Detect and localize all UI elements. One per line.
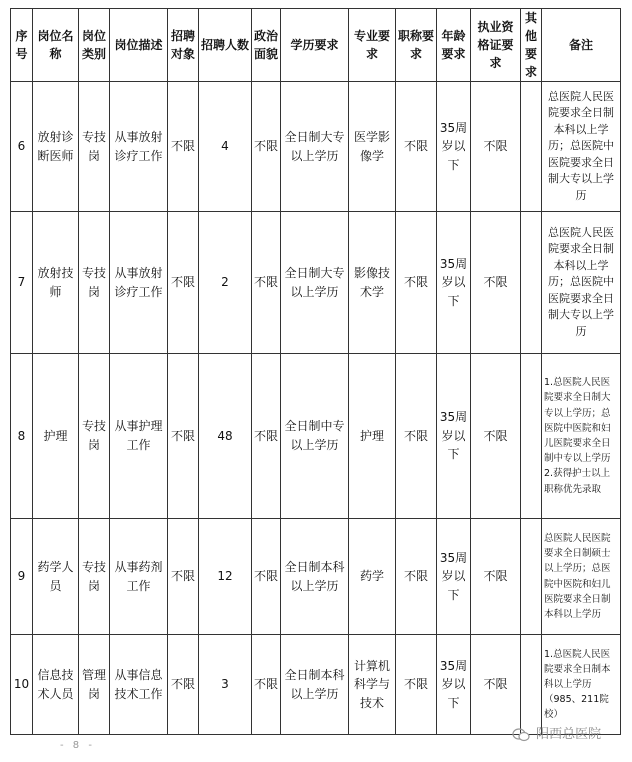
cell-name: 放射诊断医师	[33, 82, 79, 212]
cell-title: 不限	[396, 82, 437, 212]
header-count: 招聘人数	[199, 9, 252, 82]
table-row	[11, 635, 621, 735]
cell-major: 医学影像学	[349, 82, 396, 212]
cell-category: 专技岗	[79, 212, 110, 354]
cell-age: 35周岁以下	[437, 212, 471, 354]
header-title: 职称要求	[396, 9, 437, 82]
cell-major: 药学	[349, 519, 396, 635]
header-age: 年龄要求	[437, 9, 471, 82]
cell-note: 总医院人民医院要求全日制本科以上学历；总医院中医院要求全日制大专以上学历	[542, 82, 621, 212]
cell-title: 不限	[396, 212, 437, 354]
cell-other	[521, 212, 542, 354]
page-number: - 8 -	[60, 740, 95, 751]
cell-political: 不限	[252, 519, 281, 635]
cell-major: 影像技术学	[349, 212, 396, 354]
cell-count: 4	[199, 82, 252, 212]
cell-no: 10	[11, 635, 33, 735]
watermark-text: 阳西总医院	[536, 727, 602, 742]
cell-category: 专技岗	[79, 519, 110, 635]
cell-desc: 从事药剂工作	[110, 519, 168, 635]
wechat-icon	[512, 728, 530, 742]
cell-target: 不限	[168, 635, 199, 735]
cell-license: 不限	[471, 635, 521, 735]
recruitment-table	[10, 8, 621, 735]
cell-name: 信息技术人员	[33, 635, 79, 735]
cell-category: 专技岗	[79, 82, 110, 212]
cell-target: 不限	[168, 212, 199, 354]
cell-age: 35周岁以下	[437, 354, 471, 519]
header-other: 其他要求	[521, 9, 542, 82]
cell-other	[521, 82, 542, 212]
cell-title: 不限	[396, 635, 437, 735]
cell-count: 3	[199, 635, 252, 735]
cell-count: 48	[199, 354, 252, 519]
cell-education: 全日制本科以上学历	[281, 519, 349, 635]
cell-title: 不限	[396, 354, 437, 519]
cell-category: 专技岗	[79, 354, 110, 519]
cell-note: 总医院人民医院要求全日制硕士以上学历；总医院中医院和妇儿医院要求全日制本科以上学历	[542, 519, 621, 635]
cell-major: 护理	[349, 354, 396, 519]
cell-target: 不限	[168, 82, 199, 212]
header-no: 序号	[11, 9, 33, 82]
header-major: 专业要求	[349, 9, 396, 82]
table-row	[11, 519, 621, 635]
header-name: 岗位名称	[33, 9, 79, 82]
cell-other	[521, 354, 542, 519]
cell-note: 1.总医院人民医院要求全日制大专以上学历；总医院中医院和妇儿医院要求全日制中专以上学历 2.获得护士以上职称优先录取	[542, 354, 621, 519]
cell-no: 8	[11, 354, 33, 519]
cell-political: 不限	[252, 82, 281, 212]
header-political: 政治面貌	[252, 9, 281, 82]
header-license: 执业资格证要求	[471, 9, 521, 82]
cell-license: 不限	[471, 354, 521, 519]
cell-no: 7	[11, 212, 33, 354]
cell-name: 放射技师	[33, 212, 79, 354]
cell-desc: 从事放射诊疗工作	[110, 82, 168, 212]
cell-education: 全日制大专以上学历	[281, 82, 349, 212]
cell-major: 计算机科学与技术	[349, 635, 396, 735]
cell-title: 不限	[396, 519, 437, 635]
cell-name: 护理	[33, 354, 79, 519]
header-education: 学历要求	[281, 9, 349, 82]
watermark	[512, 723, 601, 742]
table-row	[11, 212, 621, 354]
cell-note: 1.总医院人民医院要求全日制本科以上学历（985、211院校）	[542, 635, 621, 735]
cell-desc: 从事护理工作	[110, 354, 168, 519]
cell-education: 全日制大专以上学历	[281, 212, 349, 354]
cell-no: 9	[11, 519, 33, 635]
cell-education: 全日制本科以上学历	[281, 635, 349, 735]
cell-no: 6	[11, 82, 33, 212]
cell-license: 不限	[471, 82, 521, 212]
cell-desc: 从事信息技术工作	[110, 635, 168, 735]
cell-count: 2	[199, 212, 252, 354]
cell-age: 35周岁以下	[437, 82, 471, 212]
cell-age: 35周岁以下	[437, 519, 471, 635]
cell-other	[521, 635, 542, 735]
cell-target: 不限	[168, 519, 199, 635]
cell-license: 不限	[471, 212, 521, 354]
cell-desc: 从事放射诊疗工作	[110, 212, 168, 354]
header-note: 备注	[542, 9, 621, 82]
cell-age: 35周岁以下	[437, 635, 471, 735]
cell-education: 全日制中专以上学历	[281, 354, 349, 519]
cell-target: 不限	[168, 354, 199, 519]
cell-category: 管理岗	[79, 635, 110, 735]
cell-political: 不限	[252, 635, 281, 735]
cell-name: 药学人员	[33, 519, 79, 635]
header-desc: 岗位描述	[110, 9, 168, 82]
header-target: 招聘对象	[168, 9, 199, 82]
cell-other	[521, 519, 542, 635]
table-row	[11, 82, 621, 212]
table-row	[11, 354, 621, 519]
cell-note: 总医院人民医院要求全日制本科以上学历；总医院中医院要求全日制大专以上学历	[542, 212, 621, 354]
cell-political: 不限	[252, 354, 281, 519]
cell-count: 12	[199, 519, 252, 635]
header-row	[11, 9, 621, 82]
cell-license: 不限	[471, 519, 521, 635]
cell-political: 不限	[252, 212, 281, 354]
header-category: 岗位类别	[79, 9, 110, 82]
